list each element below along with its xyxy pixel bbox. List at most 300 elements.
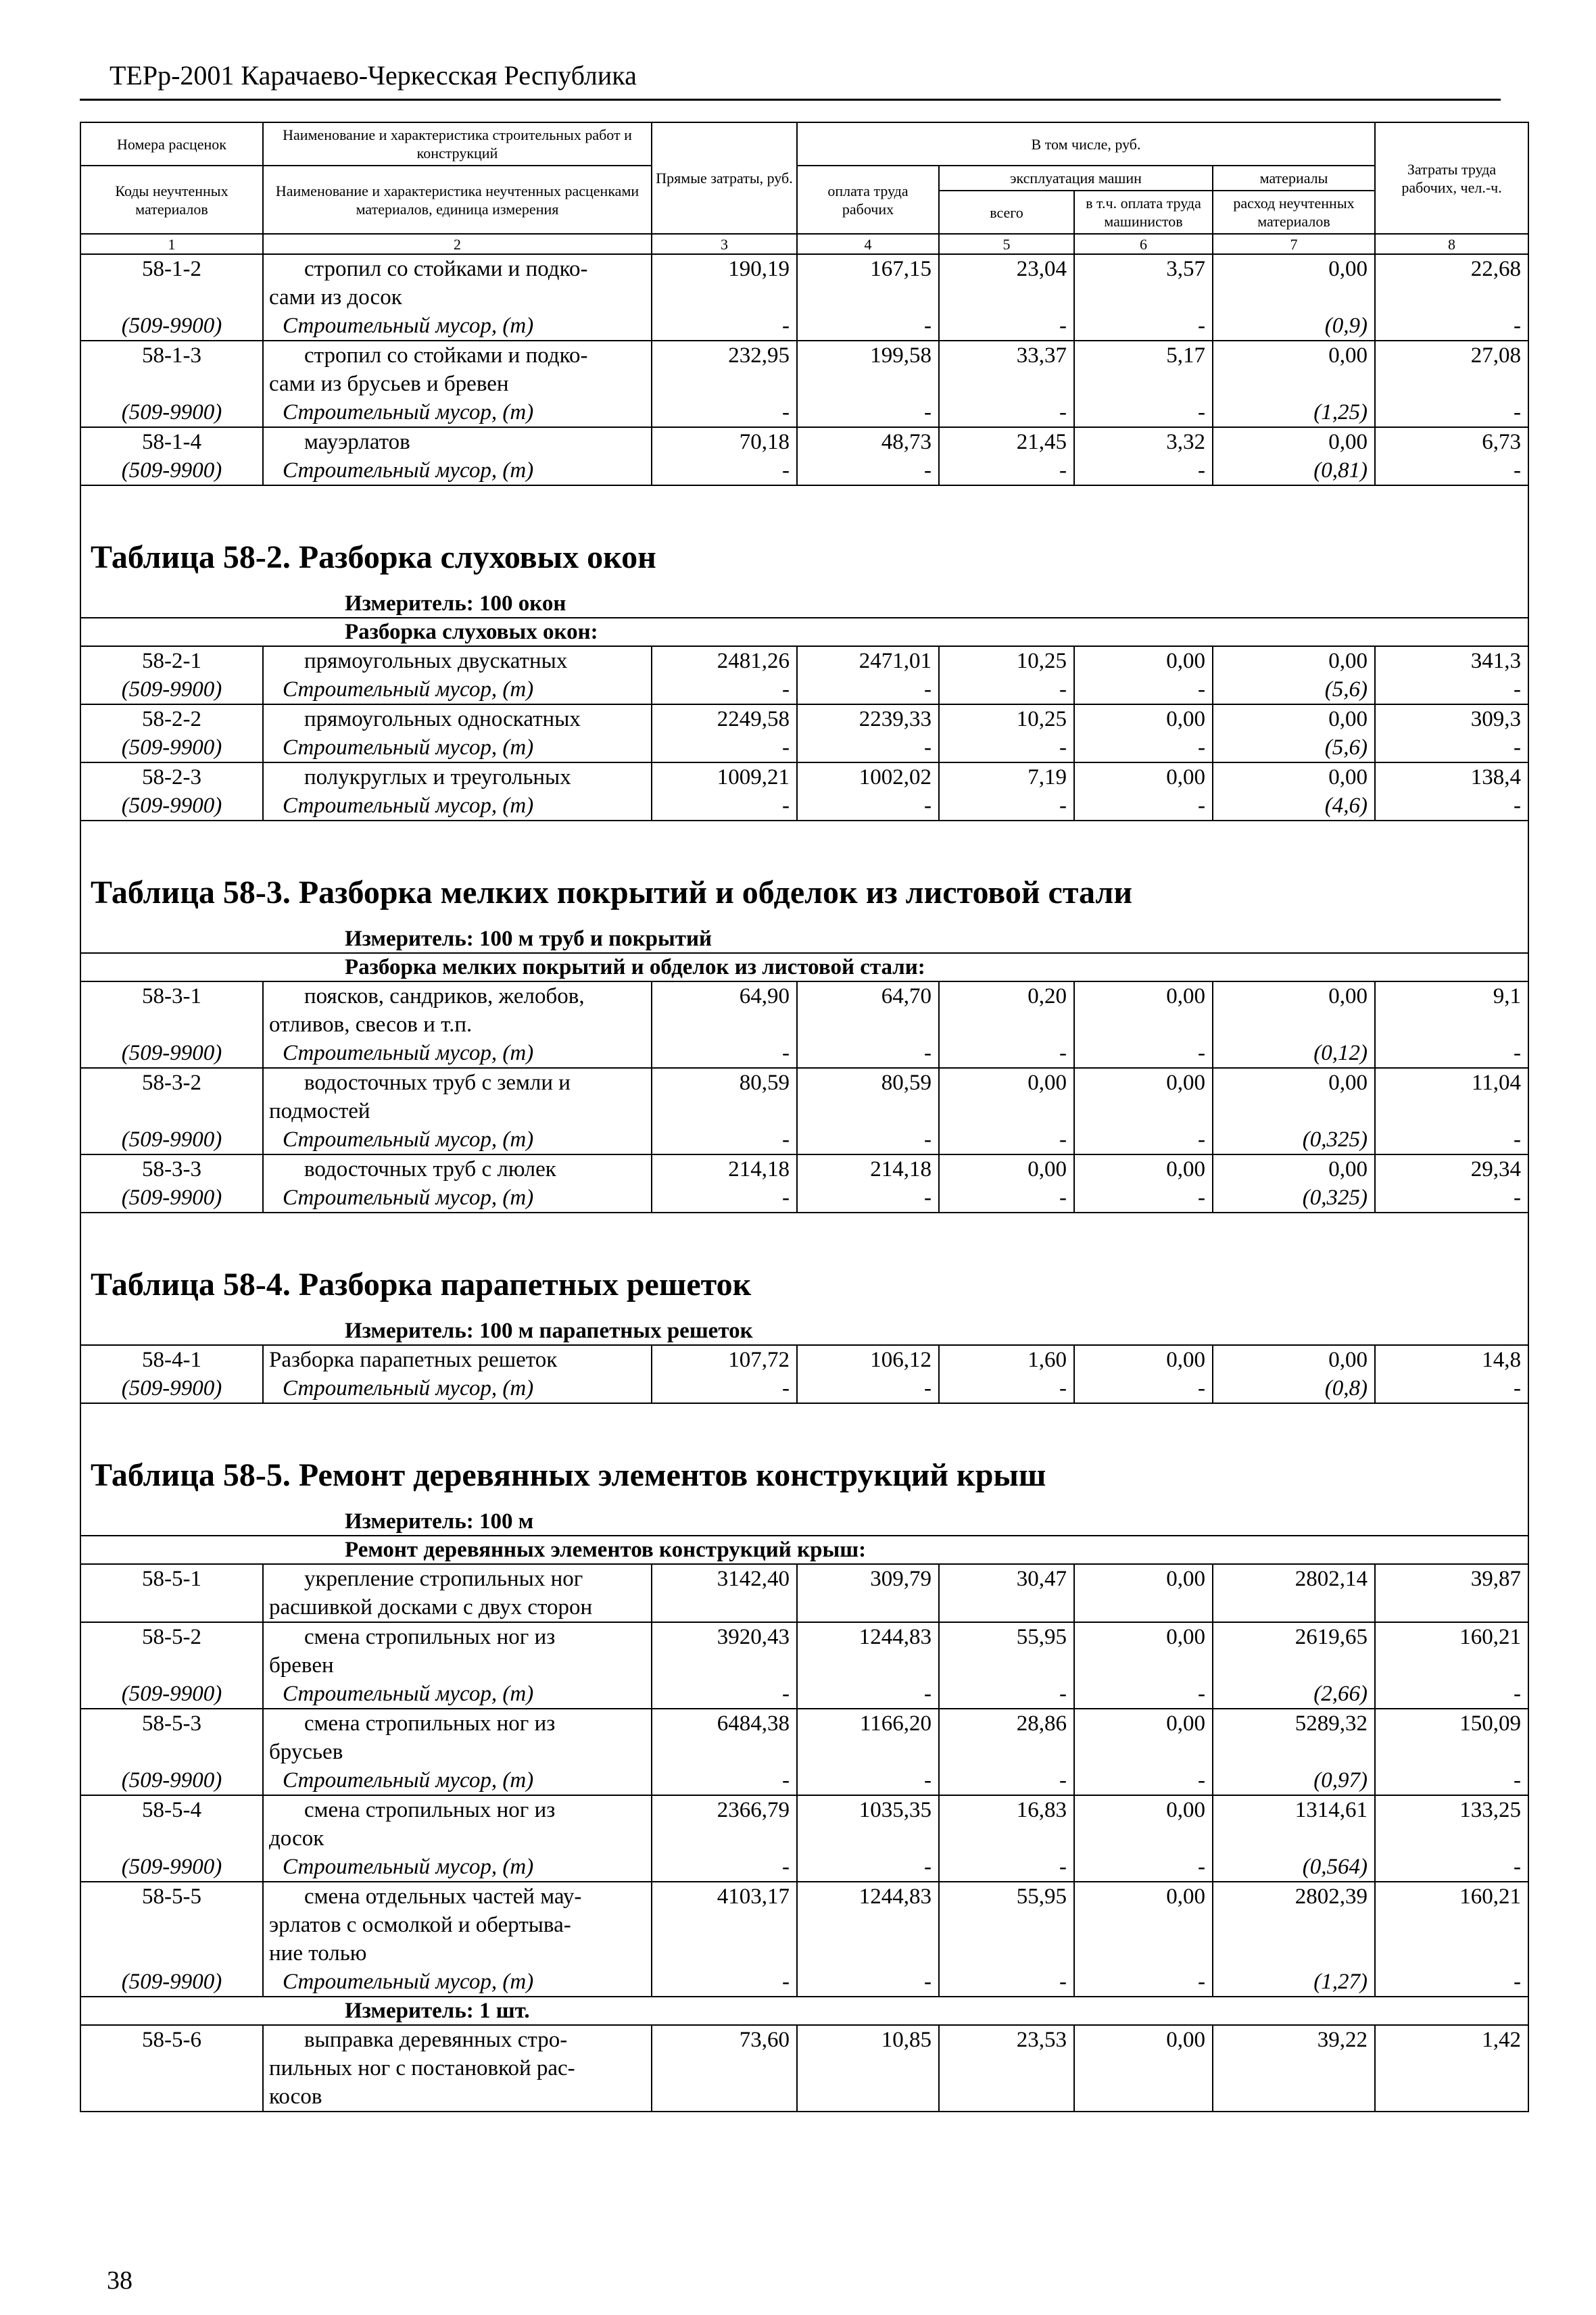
measure-unit: Измеритель: 100 окон <box>80 587 1528 618</box>
section-spacer <box>80 821 1528 869</box>
measure-unit: Измеритель: 100 м труб и покрытий <box>80 923 1528 953</box>
material-name: Строительный мусор, (т) <box>263 791 652 821</box>
rate-value: 55,95 <box>939 1882 1074 1968</box>
measure-unit: Измеритель: 100 м <box>80 1505 1528 1536</box>
material-value: - <box>1375 675 1528 704</box>
page-number: 38 <box>107 2266 132 2295</box>
material-value: (1,25) <box>1213 398 1375 427</box>
rate-name-first: водосточных труб с земли и <box>304 1071 571 1095</box>
rate-value: 39,22 <box>1213 2025 1375 2112</box>
material-value: - <box>797 1184 939 1213</box>
rate-value: 3920,43 <box>652 1622 797 1680</box>
material-code: (509-9900) <box>80 1853 263 1882</box>
material-value: - <box>797 733 939 762</box>
rate-value: 2619,65 <box>1213 1622 1375 1680</box>
material-row <box>80 1853 1528 1882</box>
material-row <box>80 1125 1528 1154</box>
rate-value: 29,34 <box>1375 1154 1528 1184</box>
material-value: - <box>1375 1853 1528 1882</box>
rate-value: 2366,79 <box>652 1795 797 1853</box>
hdr-pryamye: Прямые затраты, руб. <box>652 122 797 234</box>
rate-value: 27,08 <box>1375 341 1528 398</box>
material-value: - <box>1074 1968 1213 1997</box>
material-value: - <box>652 675 797 704</box>
rate-row <box>80 1564 1528 1622</box>
rate-row <box>80 427 1528 456</box>
rate-row <box>80 2025 1528 2112</box>
rate-name-rest: сами из досок <box>269 285 402 310</box>
material-name: Строительный мусор, (т) <box>263 1374 652 1403</box>
rate-name-first: выправка деревянных стро- <box>304 2028 568 2052</box>
material-code: (509-9900) <box>80 733 263 762</box>
material-value: - <box>939 312 1074 341</box>
rate-value: 9,1 <box>1375 981 1528 1039</box>
material-value: - <box>939 1125 1074 1154</box>
rate-name-rest: брусьев <box>269 1740 343 1764</box>
section-spacer <box>80 1213 1528 1261</box>
rate-value: 1009,21 <box>652 762 797 791</box>
material-code: (509-9900) <box>80 312 263 341</box>
material-name: Строительный мусор, (т) <box>263 1680 652 1709</box>
material-row <box>80 1766 1528 1795</box>
material-name: Строительный мусор, (т) <box>263 456 652 485</box>
rate-value: 1,60 <box>939 1345 1074 1374</box>
hdr-nomera: Номера расценок <box>80 122 263 166</box>
material-value: - <box>1375 1680 1528 1709</box>
rate-value: 2249,58 <box>652 704 797 733</box>
material-value: - <box>797 1968 939 1997</box>
hdr-naim2: Наименование и характеристика неучтенных расценками материалов, единица измерения <box>263 166 652 234</box>
rate-name <box>263 2025 652 2112</box>
material-value: - <box>797 675 939 704</box>
section-spacer <box>80 485 1528 533</box>
rate-name <box>263 1564 652 1622</box>
hdr-ekspl: эксплуатация машин <box>939 166 1213 191</box>
material-value: - <box>652 1125 797 1154</box>
rate-name-first: стропил со стойками и подко- <box>304 343 588 368</box>
rate-value: 7,19 <box>939 762 1074 791</box>
material-value: - <box>797 1374 939 1403</box>
rate-value: 0,00 <box>1213 1154 1375 1184</box>
rate-name <box>263 981 652 1039</box>
material-code: (509-9900) <box>80 1680 263 1709</box>
column-number: 2 <box>263 234 652 254</box>
material-value: - <box>797 1853 939 1882</box>
material-name: Строительный мусор, (т) <box>263 1184 652 1213</box>
rate-value: 48,73 <box>797 427 939 456</box>
rate-value: 10,25 <box>939 646 1074 675</box>
rate-value: 5289,32 <box>1213 1709 1375 1766</box>
material-code: (509-9900) <box>80 456 263 485</box>
material-value: - <box>797 791 939 821</box>
material-value: - <box>1375 1968 1528 1997</box>
rate-value: 138,4 <box>1375 762 1528 791</box>
rate-name-first: Разборка парапетных решеток <box>269 1348 558 1372</box>
material-value: - <box>797 456 939 485</box>
material-name: Строительный мусор, (т) <box>263 1125 652 1154</box>
material-value: (0,81) <box>1213 456 1375 485</box>
rate-value: 150,09 <box>1375 1709 1528 1766</box>
rate-value: 0,00 <box>1213 646 1375 675</box>
hdr-vtch: в т.ч. оплата труда машинистов <box>1074 191 1213 234</box>
page-header-title: ТЕРр-2001 Карачаево-Черкесская Республика <box>110 60 637 91</box>
rate-name-first: прямоугольных односкатных <box>304 707 581 731</box>
rate-value: 0,00 <box>1213 1345 1375 1374</box>
material-value: - <box>1074 398 1213 427</box>
material-row <box>80 456 1528 485</box>
rate-value: 309,3 <box>1375 704 1528 733</box>
rate-value: 232,95 <box>652 341 797 398</box>
rate-code: 58-1-3 <box>80 341 263 398</box>
hdr-naim1: Наименование и характеристика строительных работ и конструкций <box>263 122 652 166</box>
rate-value: 80,59 <box>652 1068 797 1125</box>
rate-value: 28,86 <box>939 1709 1074 1766</box>
group-heading: Разборка мелких покрытий и обделок из листовой стали: <box>80 953 1528 981</box>
material-name: Строительный мусор, (т) <box>263 398 652 427</box>
rate-value: 0,00 <box>1074 1709 1213 1766</box>
material-value: - <box>1375 456 1528 485</box>
rate-name-rest: расшивкой досками с двух сторон <box>269 1595 593 1619</box>
rate-name <box>263 1345 652 1374</box>
hdr-vsego: всего <box>939 191 1074 234</box>
rate-name <box>263 1068 652 1125</box>
rate-value: 1166,20 <box>797 1709 939 1766</box>
rate-value: 39,87 <box>1375 1564 1528 1622</box>
material-name: Строительный мусор, (т) <box>263 1968 652 1997</box>
material-value: - <box>797 312 939 341</box>
column-number: 3 <box>652 234 797 254</box>
measure-unit-2: Измеритель: 1 шт. <box>80 1997 1528 2025</box>
rate-value: 21,45 <box>939 427 1074 456</box>
material-value: - <box>652 733 797 762</box>
rate-name-first: укрепление стропильных ног <box>304 1567 583 1591</box>
material-value: - <box>1074 1184 1213 1213</box>
material-value: (0,12) <box>1213 1039 1375 1068</box>
rate-name <box>263 254 652 312</box>
material-row <box>80 398 1528 427</box>
material-value: - <box>939 1968 1074 1997</box>
hdr-rashod: расход неучтенных материалов <box>1213 191 1375 234</box>
material-value: - <box>797 1766 939 1795</box>
rate-name <box>263 646 652 675</box>
material-value: - <box>652 1853 797 1882</box>
rate-row <box>80 762 1528 791</box>
material-code: (509-9900) <box>80 675 263 704</box>
material-value: - <box>939 398 1074 427</box>
rate-name-rest: бревен <box>269 1653 334 1678</box>
column-number: 6 <box>1074 234 1213 254</box>
material-row <box>80 791 1528 821</box>
rate-name-rest: эрлатов с осмолкой и обертыва- ние толью <box>269 1913 571 1966</box>
rate-name-rest: отливов, свесов и т.п. <box>269 1013 473 1037</box>
rate-value: 133,25 <box>1375 1795 1528 1853</box>
rate-row <box>80 1795 1528 1853</box>
rate-name-rest: пильных ног с постановкой рас- косов <box>269 2056 575 2109</box>
rate-value: 190,19 <box>652 254 797 312</box>
rate-value: 0,00 <box>1074 2025 1213 2112</box>
material-value: - <box>1375 1184 1528 1213</box>
rate-row <box>80 1345 1528 1374</box>
rate-row <box>80 981 1528 1039</box>
material-value: - <box>1074 1680 1213 1709</box>
material-value: - <box>652 1680 797 1709</box>
table-title: Таблица 58-2. Разборка слуховых окон <box>80 533 1528 587</box>
material-value: - <box>797 398 939 427</box>
rate-value: 1,42 <box>1375 2025 1528 2112</box>
rate-code: 58-5-5 <box>80 1882 263 1968</box>
rate-code: 58-5-1 <box>80 1564 263 1622</box>
material-value: - <box>1375 398 1528 427</box>
rate-value: 0,00 <box>1074 1882 1213 1968</box>
rate-code: 58-5-2 <box>80 1622 263 1680</box>
header-rule <box>80 99 1501 101</box>
rate-value: 214,18 <box>797 1154 939 1184</box>
material-value: - <box>1074 456 1213 485</box>
rate-name-first: стропил со стойками и подко- <box>304 257 588 281</box>
rate-value: 0,00 <box>939 1154 1074 1184</box>
rate-value: 160,21 <box>1375 1882 1528 1968</box>
material-value: - <box>797 1125 939 1154</box>
rate-value: 3,57 <box>1074 254 1213 312</box>
rate-code: 58-2-1 <box>80 646 263 675</box>
material-name: Строительный мусор, (т) <box>263 1853 652 1882</box>
material-value: - <box>652 398 797 427</box>
material-value: - <box>652 791 797 821</box>
rate-row <box>80 1622 1528 1680</box>
rate-value: 2802,39 <box>1213 1882 1375 1968</box>
material-value: - <box>652 1374 797 1403</box>
rate-value: 167,15 <box>797 254 939 312</box>
material-value: - <box>797 1680 939 1709</box>
rate-name-first: смена стропильных ног из <box>304 1798 556 1822</box>
rate-value: 1035,35 <box>797 1795 939 1853</box>
rate-value: 341,3 <box>1375 646 1528 675</box>
table-title: Таблица 58-3. Разборка мелких покрытий и обделок из листовой стали <box>80 869 1528 923</box>
material-value: (0,325) <box>1213 1125 1375 1154</box>
rate-value: 10,85 <box>797 2025 939 2112</box>
material-row <box>80 312 1528 341</box>
material-name: Строительный мусор, (т) <box>263 312 652 341</box>
rate-value: 0,00 <box>1074 1622 1213 1680</box>
rate-value: 1314,61 <box>1213 1795 1375 1853</box>
rate-value: 1244,83 <box>797 1882 939 1968</box>
rate-value: 6484,38 <box>652 1709 797 1766</box>
rate-row <box>80 341 1528 398</box>
section-spacer <box>80 1403 1528 1451</box>
material-value: - <box>1074 1125 1213 1154</box>
rate-row <box>80 1154 1528 1184</box>
material-value: - <box>652 1039 797 1068</box>
rate-value: 5,17 <box>1074 341 1213 398</box>
material-value: (0,9) <box>1213 312 1375 341</box>
rate-name <box>263 704 652 733</box>
rate-name <box>263 1882 652 1968</box>
material-value: - <box>1074 675 1213 704</box>
rate-value: 30,47 <box>939 1564 1074 1622</box>
material-value: - <box>939 733 1074 762</box>
measure-unit: Измеритель: 100 м парапетных решеток <box>80 1315 1528 1345</box>
material-value: (1,27) <box>1213 1968 1375 1997</box>
rate-value: 0,00 <box>1213 762 1375 791</box>
rate-value: 33,37 <box>939 341 1074 398</box>
rate-value: 0,00 <box>1074 646 1213 675</box>
rate-code: 58-1-2 <box>80 254 263 312</box>
rate-code: 58-2-2 <box>80 704 263 733</box>
rate-value: 2481,26 <box>652 646 797 675</box>
rate-row <box>80 1068 1528 1125</box>
material-value: - <box>1375 312 1528 341</box>
rate-row <box>80 1709 1528 1766</box>
material-code: (509-9900) <box>80 791 263 821</box>
material-value: - <box>1074 312 1213 341</box>
rate-value: 0,00 <box>1213 981 1375 1039</box>
rate-value: 23,53 <box>939 2025 1074 2112</box>
material-value: - <box>939 1374 1074 1403</box>
column-number: 5 <box>939 234 1074 254</box>
material-code: (509-9900) <box>80 1766 263 1795</box>
rate-value: 2471,01 <box>797 646 939 675</box>
material-value: - <box>652 1766 797 1795</box>
rate-code: 58-5-4 <box>80 1795 263 1853</box>
rate-name <box>263 341 652 398</box>
material-row <box>80 675 1528 704</box>
material-value: (2,66) <box>1213 1680 1375 1709</box>
rate-row <box>80 1882 1528 1968</box>
rate-value: 0,00 <box>1074 1345 1213 1374</box>
rate-code: 58-4-1 <box>80 1345 263 1374</box>
rate-value: 107,72 <box>652 1345 797 1374</box>
rate-value: 0,00 <box>939 1068 1074 1125</box>
rate-value: 309,79 <box>797 1564 939 1622</box>
rate-name-first: прямоугольных двускатных <box>304 649 568 673</box>
material-code: (509-9900) <box>80 1184 263 1213</box>
rate-code: 58-2-3 <box>80 762 263 791</box>
rate-code: 58-1-4 <box>80 427 263 456</box>
material-value: - <box>1074 1853 1213 1882</box>
rate-name <box>263 1795 652 1853</box>
rate-code: 58-5-6 <box>80 2025 263 2112</box>
material-value: - <box>652 312 797 341</box>
material-value: - <box>939 1680 1074 1709</box>
material-value: (4,6) <box>1213 791 1375 821</box>
material-value: (5,6) <box>1213 675 1375 704</box>
rate-value: 0,00 <box>1074 1068 1213 1125</box>
material-name: Строительный мусор, (т) <box>263 1766 652 1795</box>
hdr-v-tom-chisle: В том числе, руб. <box>797 122 1375 166</box>
material-value: - <box>1074 1374 1213 1403</box>
material-value: - <box>939 1184 1074 1213</box>
hdr-zatraty: Затраты труда рабочих, чел.-ч. <box>1375 122 1528 234</box>
rate-value: 199,58 <box>797 341 939 398</box>
material-row <box>80 1968 1528 1997</box>
rate-value: 0,00 <box>1074 1564 1213 1622</box>
rate-value: 64,90 <box>652 981 797 1039</box>
rate-name <box>263 1622 652 1680</box>
rate-name-rest: сами из брусьев и бревен <box>269 372 509 396</box>
rate-value: 3142,40 <box>652 1564 797 1622</box>
rate-value: 14,8 <box>1375 1345 1528 1374</box>
rate-name-first: полукруглых и треугольных <box>304 765 571 789</box>
material-name: Строительный мусор, (т) <box>263 733 652 762</box>
material-code: (509-9900) <box>80 1039 263 1068</box>
rate-value: 0,00 <box>1074 762 1213 791</box>
material-code: (509-9900) <box>80 398 263 427</box>
material-value: - <box>797 1039 939 1068</box>
column-number: 1 <box>80 234 263 254</box>
rate-code: 58-5-3 <box>80 1709 263 1766</box>
rate-value: 0,00 <box>1213 1068 1375 1125</box>
rate-value: 0,00 <box>1074 981 1213 1039</box>
material-value: - <box>1375 733 1528 762</box>
rate-value: 0,00 <box>1213 254 1375 312</box>
rate-value: 80,59 <box>797 1068 939 1125</box>
rate-value: 160,21 <box>1375 1622 1528 1680</box>
rate-value: 0,00 <box>1074 1795 1213 1853</box>
rate-value: 11,04 <box>1375 1068 1528 1125</box>
material-value: - <box>939 456 1074 485</box>
material-value: - <box>652 456 797 485</box>
material-value: - <box>939 1766 1074 1795</box>
rate-value: 3,32 <box>1074 427 1213 456</box>
rate-code: 58-3-2 <box>80 1068 263 1125</box>
material-code: (509-9900) <box>80 1125 263 1154</box>
material-value: - <box>939 1039 1074 1068</box>
rate-value: 0,00 <box>1074 1154 1213 1184</box>
rate-name-first: смена стропильных ног из <box>304 1625 556 1649</box>
table-title: Таблица 58-5. Ремонт деревянных элементов конструкций крыш <box>80 1451 1528 1505</box>
rate-name <box>263 1709 652 1766</box>
material-value: (0,8) <box>1213 1374 1375 1403</box>
material-value: - <box>1074 733 1213 762</box>
rate-value: 55,95 <box>939 1622 1074 1680</box>
rate-name-first: водосточных труб с люлек <box>304 1157 556 1181</box>
material-value: - <box>939 791 1074 821</box>
rate-row <box>80 254 1528 312</box>
rate-value: 73,60 <box>652 2025 797 2112</box>
rate-name-first: смена отдельных частей мау- <box>304 1884 582 1909</box>
material-row <box>80 1039 1528 1068</box>
material-value: (0,564) <box>1213 1853 1375 1882</box>
rate-value: 4103,17 <box>652 1882 797 1968</box>
rate-code: 58-3-1 <box>80 981 263 1039</box>
rate-value: 106,12 <box>797 1345 939 1374</box>
material-value: - <box>652 1968 797 1997</box>
rate-row <box>80 704 1528 733</box>
material-row <box>80 1680 1528 1709</box>
column-number: 7 <box>1213 234 1375 254</box>
material-value: - <box>1074 1039 1213 1068</box>
material-value: - <box>939 675 1074 704</box>
table-title: Таблица 58-4. Разборка парапетных решеток <box>80 1261 1528 1315</box>
rate-name <box>263 1154 652 1184</box>
rate-name-first: поясков, сандриков, желобов, <box>304 984 585 1008</box>
rate-value: 16,83 <box>939 1795 1074 1853</box>
rate-name <box>263 762 652 791</box>
material-name: Строительный мусор, (т) <box>263 675 652 704</box>
hdr-kody: Коды неучтенных материалов <box>80 166 263 234</box>
rate-value: 23,04 <box>939 254 1074 312</box>
material-value: (0,325) <box>1213 1184 1375 1213</box>
material-row <box>80 733 1528 762</box>
rate-value: 6,73 <box>1375 427 1528 456</box>
material-value: - <box>1074 1766 1213 1795</box>
material-value: - <box>652 1184 797 1213</box>
material-code: (509-9900) <box>80 1968 263 1997</box>
rate-value: 2239,33 <box>797 704 939 733</box>
rate-value: 22,68 <box>1375 254 1528 312</box>
group-heading: Ремонт деревянных элементов конструкций крыш: <box>80 1536 1528 1564</box>
hdr-materialy: материалы <box>1213 166 1375 191</box>
